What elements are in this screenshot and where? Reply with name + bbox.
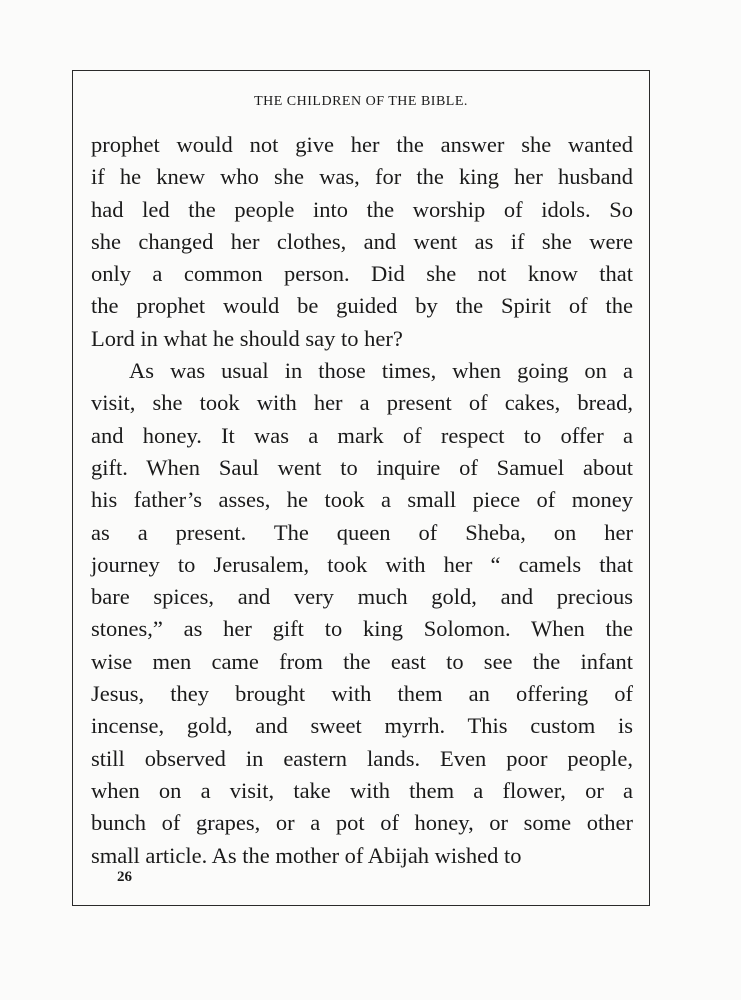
- text-line: only a common person. Did she not know that: [91, 261, 633, 287]
- text-line: journey to Jerusalem, took with her “ camels that: [91, 551, 633, 577]
- page-border: [72, 70, 650, 906]
- text-line: still observed in eastern lands. Even poor people,: [91, 745, 633, 771]
- text-line: his father’s asses, he took a small piece of money: [91, 487, 633, 513]
- text-line: the prophet would be guided by the Spirit of the: [91, 293, 633, 319]
- text-line: stones,” as her gift to king Solomon. When the: [91, 616, 633, 642]
- text-line: bunch of grapes, or a pot of honey, or some other: [91, 810, 633, 836]
- text-line: prophet would not give her the answer she wanted: [91, 132, 633, 157]
- text-line: if he knew who she was, for the king her husband: [91, 164, 633, 190]
- running-header: THE CHILDREN OF THE BIBLE.: [254, 94, 468, 109]
- text-line: incense, gold, and sweet myrrh. This custom is: [91, 713, 633, 739]
- text-line: she changed her clothes, and went as if she were: [91, 228, 633, 254]
- text-line: as a present. The queen of Sheba, on her: [91, 519, 633, 545]
- body-text: [91, 129, 633, 872]
- page-number: 26: [117, 869, 132, 885]
- text-line: As was usual in those times, when going on a: [129, 358, 633, 384]
- text-line: bare spices, and very much gold, and precious: [91, 584, 633, 610]
- text-line: wise men came from the east to see the infant: [91, 648, 633, 674]
- text-line: small article. As the mother of Abijah wished to: [91, 842, 522, 868]
- text-line: when on a visit, take with them a flower, or a: [91, 777, 633, 803]
- text-line: Jesus, they brought with them an offering of: [91, 681, 633, 707]
- text-line: visit, she took with her a present of cakes, bread,: [91, 390, 633, 416]
- text-line: had led the people into the worship of idols. So: [91, 196, 633, 222]
- text-line: Lord in what he should say to her?: [91, 325, 403, 351]
- text-line: and honey. It was a mark of respect to offer a: [91, 422, 633, 448]
- text-line: gift. When Saul went to inquire of Samuel about: [91, 454, 633, 480]
